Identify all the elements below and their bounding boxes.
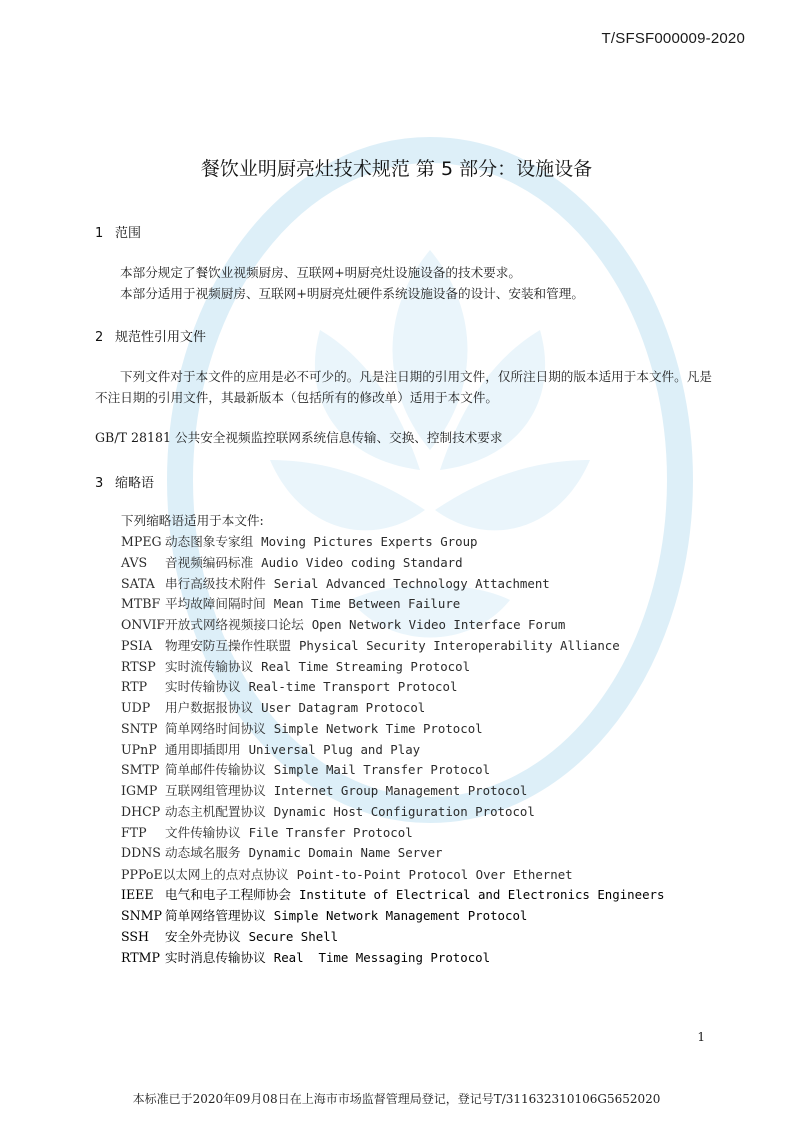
abbreviation-english-term: Real Time Streaming Protocol: [261, 659, 471, 674]
abbreviation-row: [121, 759, 490, 779]
abbreviation-chinese-term: 动态主机配置协议: [165, 804, 266, 819]
abbreviation-chinese-term: 电气和电子工程师协会: [165, 887, 291, 902]
section-heading-scope: [95, 222, 141, 241]
registration-footer: 本标准已于2020年09月08日在上海市市场监督管理局登记，登记号T/311632310106G5652020: [132, 1092, 661, 1106]
section-number: 3: [95, 476, 104, 491]
abbreviation-code: IGMP: [121, 783, 158, 798]
abbreviation-row: [121, 593, 460, 613]
abbreviation-chinese-term: 动态图象专家组: [165, 534, 254, 549]
abbreviation-row: [121, 656, 470, 676]
scope-paragraph-2: 本部分适用于视频厨房、互联网+明厨亮灶硬件系统设施设备的设计、安装和管理。: [120, 286, 584, 301]
abbreviation-chinese-term: 用户数据报协议: [165, 700, 254, 715]
abbreviation-english-term: Dynamic Domain Name Server: [248, 845, 443, 860]
abbreviation-english-term: Simple Network Management Protocol: [273, 908, 528, 923]
abbreviation-row: [121, 635, 620, 655]
abbreviation-code: MPEG: [121, 534, 162, 549]
abbreviation-code: RTSP: [121, 659, 156, 674]
abbreviation-row: [121, 884, 664, 904]
abbreviation-row: [121, 739, 420, 759]
abbreviation-code: ONVIF: [121, 617, 166, 632]
section-number: 2: [95, 330, 104, 345]
references-paragraph: 下列文件对于本文件的应用是必不可少的。凡是注日期的引用文件，仅所注日期的版本适用于本文件。凡是不注日期的引用文件，其最新版本（包括所有的修改单）适用于本文件。: [95, 369, 712, 405]
abbreviation-english-term: Point-to-Point Protocol Over Ethernet: [296, 867, 573, 882]
abbreviation-code: IEEE: [121, 887, 154, 902]
abbreviation-row: [121, 905, 527, 925]
abbreviation-row: [121, 531, 478, 551]
abbreviation-english-term: Internet Group Management Protocol: [273, 783, 528, 798]
abbreviation-english-term: Institute of Electrical and Electronics Engineers: [298, 887, 665, 902]
referenced-standard: GB/T 28181 公共安全视频监控联网系统信息传输、交换、控制技术要求: [95, 430, 503, 445]
abbreviation-code: UPnP: [121, 742, 157, 757]
abbreviation-english-term: Real Time Messaging Protocol: [273, 950, 491, 965]
abbreviation-english-term: File Transfer Protocol: [248, 825, 413, 840]
abbreviation-row: [121, 947, 490, 967]
abbreviation-chinese-term: 平均故障间隔时间: [165, 596, 266, 611]
abbreviation-chinese-term: 实时流传输协议: [165, 659, 254, 674]
abbreviation-code: UDP: [121, 700, 151, 715]
abbreviation-chinese-term: 互联网组管理协议: [165, 783, 266, 798]
abbreviation-code: AVS: [121, 555, 148, 570]
abbreviation-english-term: Audio Video coding Standard: [261, 555, 463, 570]
section-heading-references: [95, 326, 206, 345]
abbreviation-code: DDNS: [121, 845, 161, 860]
abbreviation-chinese-term: 以太网上的点对点协议: [162, 867, 289, 882]
abbreviation-chinese-term: 开放式网络视频接口论坛: [165, 617, 304, 632]
abbreviation-row: [121, 801, 535, 821]
abbreviation-english-term: Simple Mail Transfer Protocol: [273, 762, 491, 777]
document-title: 餐饮业明厨亮灶技术规范 第 5 部分：设施设备: [200, 158, 593, 180]
abbreviation-row: [121, 552, 463, 572]
abbreviation-english-term: Mean Time Between Failure: [273, 596, 461, 611]
abbreviation-code: SNTP: [121, 721, 158, 736]
abbreviation-chinese-term: 通用即插即用: [165, 742, 241, 757]
abbreviation-intro: 下列缩略语适用于本文件:: [121, 513, 264, 528]
abbreviation-chinese-term: 实时消息传输协议: [165, 950, 266, 965]
abbreviation-row: [121, 614, 565, 634]
abbreviation-english-term: Dynamic Host Configuration Protocol: [273, 804, 535, 819]
document-code: T/SFSF000009-2020: [601, 30, 745, 47]
abbreviation-code: MTBF: [121, 596, 161, 611]
abbreviation-english-term: Universal Plug and Play: [248, 742, 421, 757]
abbreviation-chinese-term: 安全外壳协议: [165, 929, 241, 944]
abbreviation-english-term: Moving Pictures Experts Group: [261, 534, 478, 549]
abbreviation-row: [121, 676, 457, 696]
abbreviation-code: SNMP: [121, 908, 163, 923]
abbreviation-chinese-term: 简单邮件传输协议: [165, 762, 266, 777]
abbreviation-code: SSH: [121, 929, 150, 944]
abbreviation-chinese-term: 简单网络管理协议: [165, 908, 266, 923]
abbreviation-english-term: Real-time Transport Protocol: [248, 679, 458, 694]
abbreviation-row: [121, 926, 338, 946]
section-number: 1: [95, 226, 104, 241]
abbreviation-english-term: Simple Network Time Protocol: [273, 721, 483, 736]
abbreviation-row: [121, 573, 550, 593]
abbreviation-row: [121, 822, 413, 842]
page-number: 1: [697, 1030, 705, 1044]
abbreviation-chinese-term: 音视频编码标准: [165, 555, 254, 570]
abbreviation-english-term: Physical Security Interoperability Alliance: [298, 638, 620, 653]
section-title: 规范性引用文件: [115, 330, 207, 345]
section-title: 范围: [115, 226, 142, 241]
abbreviation-chinese-term: 实时传输协议: [165, 679, 241, 694]
abbreviation-code: RTMP: [121, 950, 161, 965]
abbreviation-code: DHCP: [121, 804, 161, 819]
section-heading-abbreviations: [95, 472, 154, 491]
abbreviation-english-term: User Datagram Protocol: [261, 700, 426, 715]
abbreviation-english-term: Serial Advanced Technology Attachment: [273, 576, 550, 591]
abbreviation-row: [121, 842, 443, 862]
abbreviation-chinese-term: 物理安防互操作性联盟: [165, 638, 291, 653]
abbreviation-code: PPPoE: [121, 867, 163, 882]
abbreviation-code: RTP: [121, 679, 148, 694]
abbreviation-chinese-term: 文件传输协议: [165, 825, 241, 840]
abbreviation-code: SATA: [121, 576, 155, 591]
abbreviation-row: [121, 718, 483, 738]
abbreviation-english-term: Secure Shell: [248, 929, 339, 944]
abbreviation-code: SMTP: [121, 762, 160, 777]
scope-paragraph-1: 本部分规定了餐饮业视频厨房、互联网+明厨亮灶设施设备的技术要求。: [120, 265, 521, 280]
abbreviation-english-term: Open Network Video Interface Forum: [311, 617, 566, 632]
abbreviation-chinese-term: 动态域名服务: [165, 845, 241, 860]
abbreviation-code: FTP: [121, 825, 147, 840]
abbreviation-chinese-term: 串行高级技术附件: [165, 576, 266, 591]
section-title: 缩略语: [115, 476, 155, 491]
abbreviation-chinese-term: 简单网络时间协议: [165, 721, 266, 736]
abbreviation-row: [121, 697, 425, 717]
abbreviation-code: PSIA: [121, 638, 153, 653]
abbreviation-row: [121, 864, 573, 884]
abbreviation-row: [121, 780, 527, 800]
